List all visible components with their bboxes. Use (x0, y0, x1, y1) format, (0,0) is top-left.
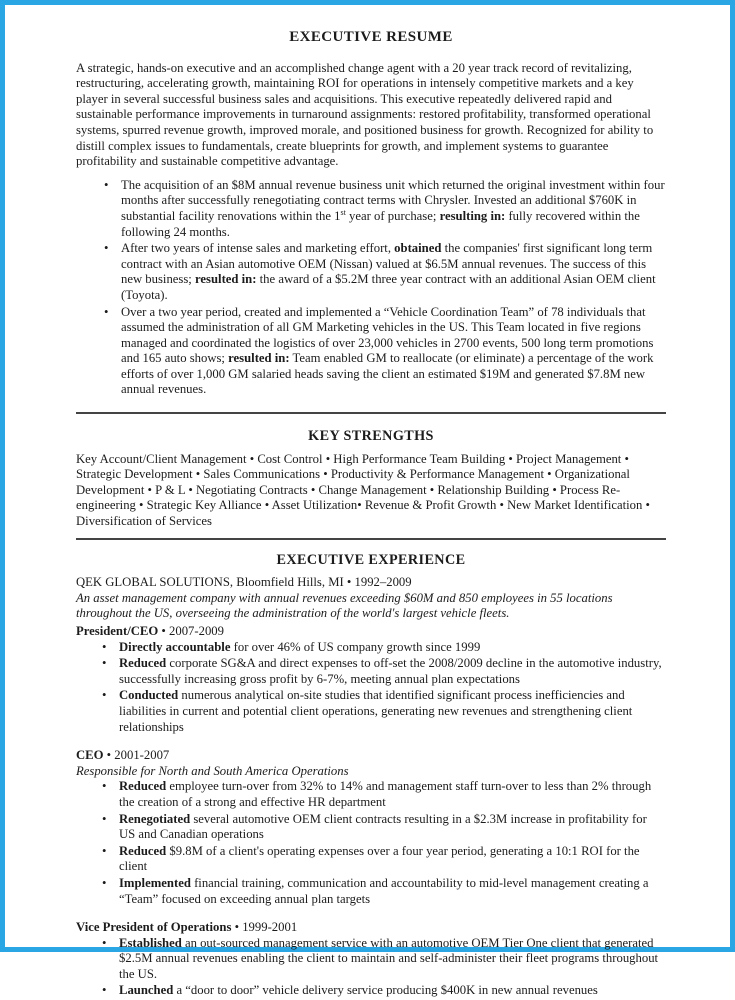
achievement-text: the companies' first significant long term contract with an Asian automotive OEM (Nissan) valued at $6.5M annual revenues. The success of this new business; (121, 241, 653, 287)
role-title: President/CEO (76, 624, 159, 638)
role-bullet (102, 688, 666, 735)
section-divider (76, 538, 666, 540)
achievement-keyword: obtained (394, 241, 442, 256)
section-divider (76, 412, 666, 414)
executive-summary: A strategic, hands-on executive and an accomplished change agent with a 20 year track record of revitalizing, restructuring, accelerating growth, maintaining ROI for operations in intensely competitive markets and a key player in several successful business sales and acquisitions. This executive repeatedly delivered rapid and sustainable performance improvements in turnaround assignments: restored profitability, transformed operational systems, spurred revenue growth, improved morale, and positioned business for growth. Recognized for ability to distill complex issues to fundamentals, create blueprints for growth, and implement systems to guarantee profitability and sustainable competitive advantage. (76, 60, 654, 169)
bullet-lead: Reduced (119, 843, 167, 858)
company-description: An asset management company with annual revenues exceeding $60M and 850 employees in 55 locations throughout the US, overseeing the administration of the world's largest vehicle fleets. (76, 590, 613, 621)
achievement-text: Team enabled GM to reallocate (or eliminate) a percentage of the work efforts of over 1,000 GM salaried heads saving the client an estimated $19M and generated $7.8M new annual revenues. (121, 351, 654, 397)
bullet-lead: Directly accountable (119, 639, 231, 654)
bullet-text: several automotive OEM client contracts resulting in a $2.3M increase in profitability for US and Canadian operations (119, 811, 647, 842)
role-bullets (102, 779, 666, 907)
bullet-text: corporate SG&A and direct expenses to off-set the 2008/2009 decline in the automotive industry, successfully increasing gross profit by 6-7%, meeting annual plan expectations (119, 656, 662, 686)
role-header (76, 624, 666, 640)
bullet-lead: Conducted (119, 688, 179, 703)
bullet-lead: Established (119, 935, 182, 950)
role-block (76, 920, 666, 999)
role-title: Vice President of Operations (76, 920, 232, 935)
role-bullet (102, 876, 666, 907)
role-description: Responsible for North and South America Operations (76, 763, 349, 778)
bullet-text: for over 46% of US company growth since 1999 (230, 639, 481, 654)
role-block (76, 624, 666, 735)
role-bullets (102, 640, 666, 736)
executive-experience-heading: EXECUTIVE EXPERIENCE (276, 551, 466, 568)
achievement-item (104, 241, 666, 303)
achievement-result-label: resulted in: (228, 351, 290, 366)
achievements-list (104, 178, 666, 398)
role-dates: • 1999-2001 (231, 920, 298, 935)
ordinal-suffix: st (340, 207, 346, 217)
bullet-lead: Reduced (119, 656, 167, 671)
resume-title: EXECUTIVE RESUME (289, 29, 453, 45)
role-bullet (102, 779, 666, 810)
role-header (76, 920, 666, 936)
role-bullet (102, 983, 666, 999)
bullet-text: a “door to door” vehicle delivery service producing $400K in new annual revenues (173, 983, 598, 998)
bullet-lead: Launched (119, 983, 174, 998)
company-line: QEK GLOBAL SOLUTIONS, Bloomfield Hills, MI • 1992–2009 (76, 575, 412, 590)
bullet-text: numerous analytical on-site studies that identified significant process inefficiencies and liabilities in current and potential client operations, generating new revenues and strengthening client relationships (119, 688, 633, 734)
role-bullets (102, 936, 666, 999)
achievement-result-label: resulted in: (195, 272, 257, 287)
bullet-text: employee turn-over from 32% to 14% and management staff turn-over to less than 2% through the creation of a strong and effective HR department (119, 779, 652, 809)
role-bullet (102, 656, 666, 687)
achievement-text: fully recovered within the following 24 months. (121, 208, 640, 239)
achievement-item (104, 305, 666, 399)
bullet-lead: Reduced (119, 779, 167, 794)
achievement-text: Over a two year period, created and implemented a “Vehicle Coordination Team” of 78 individuals that assumed the administration of all GM Marketing vehicles in the US. This Team located in five regions managed and coordinated the logistics of over 23,000 vehicles in 2700 events, 500 long term promotions and 165 auto shows; (121, 304, 654, 366)
bullet-lead: Renegotiated (119, 811, 191, 826)
achievement-text: After two years of intense sales and marketing effort, (121, 241, 395, 256)
achievement-text: the award of a $5.2M three year contract with an additional Asian OEM client (Toyota). (121, 272, 656, 302)
role-header (76, 748, 666, 764)
role-bullet (102, 936, 666, 983)
resume-page (76, 30, 666, 1000)
role-bullet (102, 640, 666, 656)
role-bullet (102, 812, 666, 843)
bullet-lead: Implemented (119, 875, 191, 890)
role-title: CEO (76, 748, 104, 763)
bullet-text: financial training, communication and accountability to mid-level management creating a “Team” focused on exceeding annual plan targets (119, 875, 649, 906)
bullet-text: an out-sourced management service with an automotive OEM Tier One client that generated $2.5M annual revenues enabling the client to maintain and self-administer their fleet programs throughout the US. (119, 935, 659, 981)
key-strengths-list: Key Account/Client Management • Cost Control • High Performance Team Building • Project Management • Strategic Development • Sales Communications • Productivity & Performance Management • Organizational Development • P & L • Negotiating Contracts • Change Management • Relationship Building • Process Re-engineering • Strategic Key Alliance • Asset Utilization• Revenue & Profit Growth • New Market Identification • Diversification of Services (76, 451, 650, 529)
achievement-text: year of purchase; (345, 208, 440, 223)
bullet-text: $9.8M of a client's operating expenses over a four year period, generating a 10:1 ROI for the client (119, 843, 640, 874)
key-strengths-heading: KEY STRENGTHS (308, 428, 434, 445)
achievement-result-label: resulting in: (439, 208, 506, 223)
role-dates: • 2007-2009 (158, 624, 224, 638)
achievement-text: The acquisition of an $8M annual revenue business unit which returned the original investment within four months after successfully renegotiating contract terms with Chrysler. Invested an additional $760K in substantial facility renovations within the 1 (121, 177, 665, 223)
role-block (76, 748, 666, 907)
role-dates: • 2001-2007 (103, 748, 170, 763)
achievement-item (104, 178, 666, 240)
role-bullet (102, 844, 666, 875)
